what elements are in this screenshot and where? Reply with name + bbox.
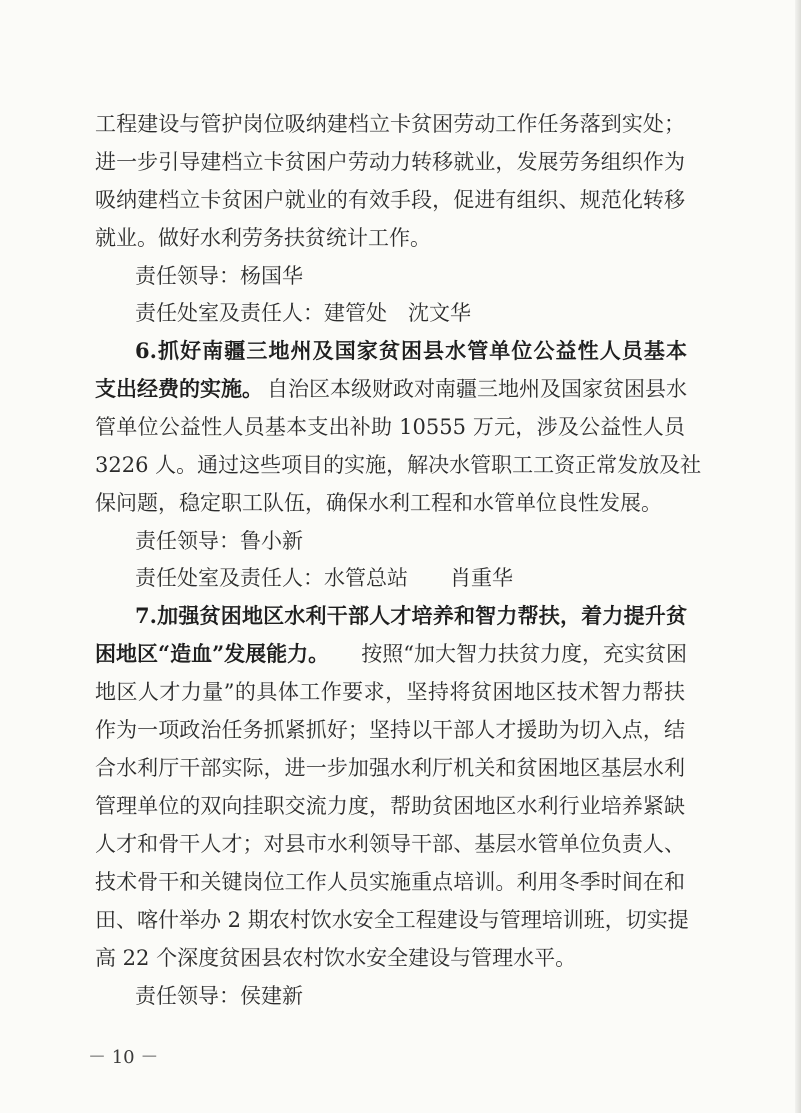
body-text-line: 高 22 个深度贫困县农村饮水安全建设与管理水平。 (95, 946, 577, 970)
item-heading: 7.加强贫困地区水利干部人才培养和智力帮扶，着力提升贫 (135, 603, 687, 628)
body-text-line: 合水利厅干部实际，进一步加强水利厅机关和贫困地区基层水利 (95, 756, 685, 780)
item-heading-line (95, 639, 687, 669)
body-text-line: 地区人才力量”的具体工作要求，坚持将贫困地区技术智力帮扶 (95, 680, 685, 704)
responsible-leader: 责任领导：杨国华 (135, 264, 303, 288)
body-text-line: 田、喀什举办 2 期农村饮水安全工程建设与管理培训班，切实提 (95, 908, 689, 932)
body-text-line: 进一步引导建档立卡贫困户劳动力转移就业，发展劳务组织作为 (95, 150, 685, 174)
item-heading-end: 支出经费的实施。 (95, 376, 263, 401)
item-heading: 6.抓好南疆三地州及国家贫困县水管单位公益性人员基本 (135, 338, 687, 363)
body-text-line: 工程建设与管护岗位吸纳建档立卡贫困劳动工作任务落到实处； (95, 112, 685, 136)
responsible-leader: 责任领导：鲁小新 (135, 529, 303, 553)
body-text-line: 作为一项政治任务抓紧抓好；坚持以干部人才援助为切入点，结 (95, 718, 685, 742)
body-text-line: 管单位公益性人员基本支出补助 10555 万元，涉及公益性人员 (95, 415, 685, 439)
responsible-leader: 责任领导：侯建新 (135, 984, 303, 1008)
body-text-line: 管理单位的双向挂职交流力度，帮助贫困地区水利行业培养紧缺 (95, 794, 685, 818)
body-text-line: 人才和骨干人才；对县市水利领导干部、基层水管单位负责人、 (95, 832, 685, 856)
body-text-line: 3226 人。通过这些项目的实施，解决水管职工工资正常发放及社 (95, 453, 702, 477)
body-text-line: 就业。做好水利劳务扶贫统计工作。 (95, 226, 431, 250)
item-heading-line (95, 374, 687, 404)
responsible-office: 责任处室及责任人：水管总站 肖重华 (135, 566, 513, 590)
item-heading-end: 困地区“造血”发展能力。 (95, 641, 330, 666)
page-number: － 10 － (88, 1047, 159, 1068)
body-text-segment: 自治区本级财政对南疆三地州及国家贫困县水 (267, 377, 687, 401)
responsible-office: 责任处室及责任人：建管处 沈文华 (135, 301, 471, 325)
page-edge-shadow (795, 0, 801, 1113)
body-text-line: 保问题，稳定职工队伍，确保水利工程和水管单位良性发展。 (95, 491, 662, 515)
body-text-segment: 按照“加大智力扶贫力度，充实贫困 (361, 642, 687, 666)
body-text-line: 技术骨干和关键岗位工作人员实施重点培训。利用冬季时间在和 (95, 870, 685, 894)
body-text-line: 吸纳建档立卡贫困户就业的有效手段，促进有组织、规范化转移 (95, 188, 685, 212)
